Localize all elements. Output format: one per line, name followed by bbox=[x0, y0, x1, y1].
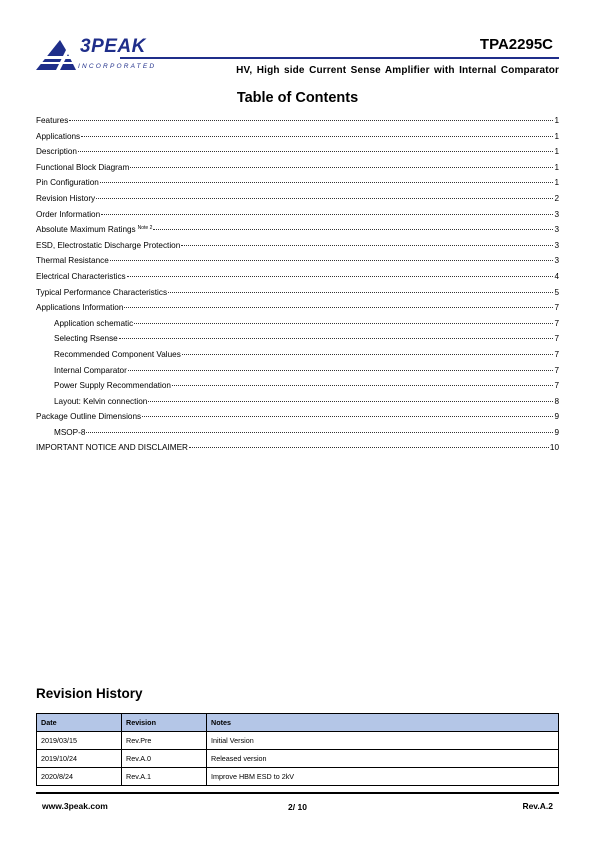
toc-entry-page: 3 bbox=[554, 256, 559, 266]
toc-entry-text: ESD, Electrostatic Discharge Protection bbox=[36, 240, 181, 250]
toc-entry[interactable] bbox=[36, 319, 559, 335]
toc-entry-page: 1 bbox=[554, 162, 559, 172]
footer-rule bbox=[36, 792, 559, 794]
toc-entry-text: MSOP-8 bbox=[54, 427, 86, 437]
column-header-revision: Revision bbox=[122, 714, 207, 732]
toc-entry-text: Functional Block Diagram bbox=[36, 162, 130, 172]
toc-entry-page: 5 bbox=[554, 287, 559, 297]
toc-entry-page: 10 bbox=[549, 443, 559, 453]
toc-entry-label bbox=[36, 272, 126, 281]
toc-entry-page: 1 bbox=[554, 116, 559, 125]
toc-entry-label bbox=[36, 163, 129, 172]
toc-leader-dots bbox=[182, 354, 554, 355]
footer-page-number: 2/ 10 bbox=[288, 802, 307, 812]
document-subtitle: HV, High side Current Sense Amplifier with Internal Comparator bbox=[236, 65, 559, 76]
toc-leader-dots bbox=[181, 245, 553, 246]
toc-entry-page: 3 bbox=[554, 209, 559, 219]
toc-entry-note: Note 2 bbox=[137, 225, 153, 232]
toc-leader-dots bbox=[101, 214, 553, 215]
toc-leader-dots bbox=[153, 229, 553, 230]
footer-revision: Rev.A.2 bbox=[522, 801, 553, 811]
revision-history-title: Revision History bbox=[36, 686, 143, 701]
toc-entry-text: Recommended Component Values bbox=[54, 349, 181, 359]
toc-leader-dots bbox=[96, 198, 553, 199]
toc-entry[interactable] bbox=[36, 132, 559, 148]
toc-entry[interactable] bbox=[36, 397, 559, 413]
toc-entry[interactable] bbox=[36, 428, 559, 444]
toc-entry[interactable] bbox=[36, 178, 559, 194]
toc-leader-dots bbox=[128, 370, 554, 371]
toc-entry[interactable] bbox=[36, 256, 559, 272]
toc-leader-dots bbox=[110, 260, 554, 261]
toc-entry-label bbox=[36, 210, 100, 219]
toc-entry[interactable] bbox=[36, 350, 559, 366]
table-header-row bbox=[37, 714, 559, 732]
toc-entry[interactable] bbox=[36, 225, 559, 241]
cell-date: 2020/8/24 bbox=[37, 768, 122, 786]
table-row bbox=[37, 732, 559, 750]
revision-history-table bbox=[36, 713, 559, 786]
toc-leader-dots bbox=[69, 120, 553, 121]
toc-entry-label bbox=[36, 178, 99, 187]
cell-revision: Rev.Pre bbox=[122, 732, 207, 750]
toc-leader-dots bbox=[172, 385, 553, 386]
toc-entry-page: 7 bbox=[554, 381, 559, 391]
toc-entry-label bbox=[36, 147, 77, 156]
logo-mountain-icon bbox=[36, 36, 82, 72]
toc-entry[interactable] bbox=[36, 288, 559, 304]
cell-notes: Improve HBM ESD to 2kV bbox=[207, 768, 559, 786]
toc-entry[interactable] bbox=[36, 303, 559, 319]
column-header-date: Date bbox=[37, 714, 122, 732]
toc-entry-page: 7 bbox=[554, 365, 559, 375]
logo-wordmark: 3PEAK bbox=[80, 36, 146, 57]
cell-date: 2019/10/24 bbox=[37, 750, 122, 768]
toc-entry-label bbox=[36, 443, 188, 452]
toc-entry-text: Applications bbox=[36, 131, 81, 141]
toc-entry-label bbox=[54, 350, 181, 359]
toc-entry-page: 7 bbox=[554, 318, 559, 328]
toc-leader-dots bbox=[86, 432, 553, 433]
toc-entry-text: Order Information bbox=[36, 209, 101, 219]
table-row bbox=[37, 750, 559, 768]
toc-entry-text: Electrical Characteristics bbox=[36, 271, 126, 281]
toc-entry[interactable] bbox=[36, 147, 559, 163]
toc-entry-text: Power Supply Recommendation bbox=[54, 381, 171, 391]
cell-date: 2019/03/15 bbox=[37, 732, 122, 750]
toc-entry-text: Pin Configuration bbox=[36, 178, 99, 188]
toc-entry[interactable] bbox=[36, 412, 559, 428]
toc-leader-dots bbox=[168, 292, 553, 293]
toc-entry-page: 9 bbox=[554, 412, 559, 422]
toc-entry[interactable] bbox=[36, 194, 559, 210]
toc-entry-label bbox=[36, 194, 95, 203]
toc-entry-label bbox=[54, 366, 127, 375]
toc-entry-label bbox=[54, 319, 133, 328]
toc-entry-label bbox=[54, 428, 85, 437]
toc-entry-page: 3 bbox=[554, 225, 559, 235]
toc-leader-dots bbox=[130, 167, 553, 168]
toc-leader-dots bbox=[127, 276, 554, 277]
toc-entry-page: 4 bbox=[554, 271, 559, 281]
toc-entry-label bbox=[36, 412, 141, 421]
table-row bbox=[37, 768, 559, 786]
toc-entry-label bbox=[36, 116, 68, 125]
toc-leader-dots bbox=[189, 447, 549, 448]
toc-entry-text: IMPORTANT NOTICE AND DISCLAIMER bbox=[36, 443, 188, 453]
toc-entry[interactable] bbox=[36, 241, 559, 257]
cell-notes: Initial Version bbox=[207, 732, 559, 750]
toc-entry-text: Features bbox=[36, 116, 69, 125]
cell-notes: Released version bbox=[207, 750, 559, 768]
toc-title: Table of Contents bbox=[236, 90, 359, 106]
toc-entry-page: 1 bbox=[554, 131, 559, 141]
toc-entry-text: Description bbox=[36, 147, 77, 157]
toc-entry-label bbox=[54, 381, 171, 390]
toc-entry-label bbox=[36, 225, 152, 234]
toc-leader-dots bbox=[81, 136, 553, 137]
toc-entry-page: 8 bbox=[554, 396, 559, 406]
toc-entry-label bbox=[36, 303, 123, 312]
toc-entry-text: Layout: Kelvin connection bbox=[54, 396, 148, 406]
toc-entry-page: 7 bbox=[554, 334, 559, 344]
toc-entry[interactable] bbox=[36, 443, 559, 459]
column-header-notes: Notes bbox=[207, 714, 559, 732]
toc-entry-text: Selecting Rsense bbox=[54, 334, 118, 344]
toc-entry[interactable] bbox=[36, 334, 559, 350]
toc-entry-text: Typical Performance Characteristics bbox=[36, 287, 168, 297]
toc-entry[interactable] bbox=[36, 210, 559, 226]
toc-entry-text: Applications Information bbox=[36, 303, 124, 313]
table-of-contents bbox=[36, 116, 559, 459]
toc-entry[interactable] bbox=[36, 381, 559, 397]
toc-entry-page: 3 bbox=[554, 240, 559, 250]
toc-entry[interactable] bbox=[36, 116, 559, 132]
toc-leader-dots bbox=[78, 151, 553, 152]
toc-entry-text: Package Outline Dimensions bbox=[36, 412, 142, 422]
toc-leader-dots bbox=[124, 307, 553, 308]
toc-entry-label bbox=[36, 241, 180, 250]
toc-entry[interactable] bbox=[36, 163, 559, 179]
company-logo bbox=[36, 36, 161, 72]
cell-revision: Rev.A.0 bbox=[122, 750, 207, 768]
toc-leader-dots bbox=[100, 182, 554, 183]
toc-entry-text: Absolute Maximum Ratings bbox=[36, 225, 136, 235]
toc-entry-label bbox=[54, 397, 147, 406]
toc-leader-dots bbox=[134, 323, 553, 324]
toc-entry-text: Internal Comparator bbox=[54, 365, 127, 375]
cell-revision: Rev.A.1 bbox=[122, 768, 207, 786]
toc-entry-label bbox=[36, 256, 109, 265]
part-number: TPA2295C bbox=[479, 36, 553, 53]
toc-entry-text: Revision History bbox=[36, 193, 96, 203]
toc-leader-dots bbox=[148, 401, 553, 402]
toc-leader-dots bbox=[119, 338, 554, 339]
toc-entry-page: 2 bbox=[554, 193, 559, 203]
footer-website[interactable]: www.3peak.com bbox=[42, 801, 108, 811]
toc-entry-page: 1 bbox=[554, 147, 559, 157]
toc-leader-dots bbox=[142, 416, 553, 417]
toc-entry-page: 9 bbox=[554, 427, 559, 437]
toc-entry-page: 1 bbox=[554, 178, 559, 188]
toc-entry[interactable] bbox=[36, 272, 559, 288]
toc-entry-label bbox=[54, 334, 118, 343]
toc-entry-page: 7 bbox=[554, 303, 559, 313]
logo-subtitle: INCORPORATED bbox=[78, 63, 157, 70]
toc-entry-label bbox=[36, 132, 80, 141]
toc-entry-page: 7 bbox=[554, 349, 559, 359]
toc-entry-text: Application schematic bbox=[54, 318, 134, 328]
toc-entry-label bbox=[36, 288, 167, 297]
header-rule bbox=[120, 57, 559, 59]
toc-entry-text: Thermal Resistance bbox=[36, 256, 109, 266]
toc-entry[interactable] bbox=[36, 366, 559, 382]
